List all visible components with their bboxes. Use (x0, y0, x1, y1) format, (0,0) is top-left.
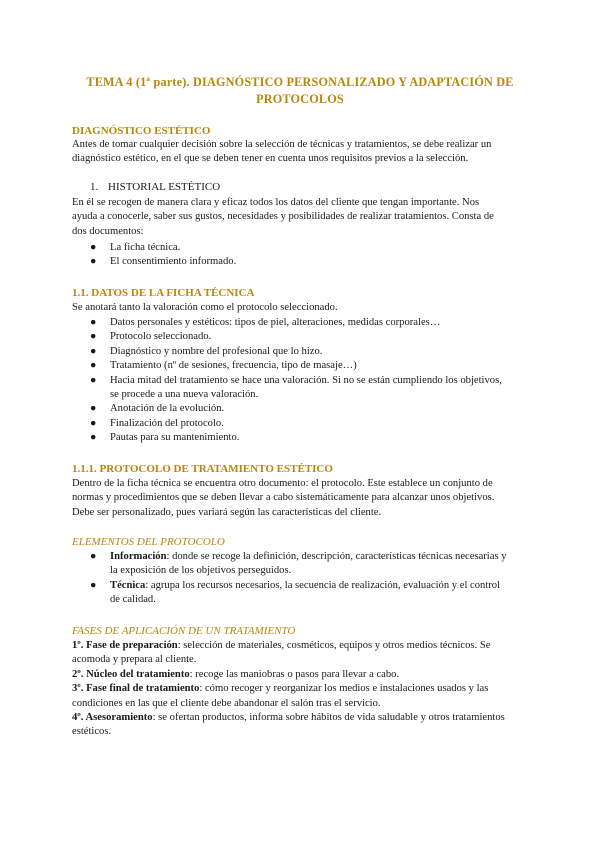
paragraph-line: diagnóstico estético, en el que se deben tener en cuenta unos requisitos previos a la selección. (72, 153, 469, 165)
paragraph-line: 3º. Fase final de tratamiento: cómo recoger y reorganizar los medios e instalaciones usados y las (72, 683, 489, 695)
paragraph-line: 4º. Asesoramiento: se ofertan productos, informa sobre hábitos de vida saludable y otros tratamientos (72, 712, 505, 724)
protocolo-paragraph (72, 477, 530, 520)
list-item: ● Hacia mitad del tratamiento se hace una valoración. Si no se están cumpliendo los objetivos, se procede a una nueva valoración. (90, 374, 502, 401)
elementos-bullet-list (90, 550, 530, 608)
paragraph-line: ayuda a conocerle, saber sus gustos, necesidades y posibilidades de realizar tratamientos. Consta de (72, 211, 494, 223)
paragraph-line: condiciones en las que el cliente debe abandonar el salón tras el servicio. (72, 697, 381, 709)
bullet-icon: ● (90, 317, 97, 328)
historial-bullet-list (90, 241, 530, 270)
bullet-icon: ● (90, 579, 97, 591)
list-item: ● Pautas para su mantenimiento. (90, 431, 530, 445)
subheading-fases: FASES DE APLICACIÓN DE UN TRATAMIENTO (72, 625, 296, 637)
section-heading-ficha: 1.1. DATOS DE LA FICHA TÉCNICA (72, 287, 255, 299)
fases-paragraphs (72, 639, 530, 740)
bullet-icon: ● (90, 242, 97, 253)
bullet-icon: ● (90, 360, 97, 372)
list-item: ● Finalización del protocolo. (90, 417, 530, 431)
list-number: 1. (90, 181, 99, 193)
ficha-intro (72, 301, 530, 315)
bullet-icon: ● (90, 432, 97, 444)
paragraph-line: Se anotará tanto la valoración como el protocolo seleccionado. (72, 302, 338, 313)
bullet-icon: ● (90, 551, 97, 562)
list-item: ● Tratamiento (nº de sesiones, frecuencia, tipo de masaje…) (90, 359, 530, 373)
paragraph-line: En él se recogen de manera clara y eficaz todos los datos del cliente que tengan importante. Nos (72, 197, 480, 208)
page-title (72, 74, 528, 108)
paragraph-line: Debe ser personalizado, pues variará según las características del cliente. (72, 506, 382, 518)
paragraph-line: dos documentos: (72, 225, 144, 237)
list-item: ● Diagnóstico y nombre del profesional que lo hizo. (90, 345, 530, 359)
heading-text: HISTORIAL ESTÉTICO (108, 181, 221, 193)
paragraph-line: Antes de tomar cualquier decisión sobre la selección de técnicas y tratamientos, se debe realizar un (72, 139, 492, 150)
bullet-icon: ● (90, 345, 97, 357)
list-item: ● Protocolo seleccionado. (90, 330, 530, 344)
bullet-icon: ● (90, 331, 97, 343)
paragraph-line: 1º. Fase de preparación: selección de materiales, cosméticos, equipos y otros medios técnicos. Se (72, 640, 491, 651)
title-line-2: PROTOCOLOS (256, 92, 344, 106)
list-item: ● La ficha técnica. (90, 241, 530, 255)
subheading-elementos: ELEMENTOS DEL PROTOCOLO (72, 536, 225, 548)
section-heading-protocolo: 1.1.1. PROTOCOLO DE TRATAMIENTO ESTÉTICO (72, 463, 333, 475)
paragraph-line: 2º. Núcleo del tratamiento: recoge las maniobras o pasos para llevar a cabo. (72, 668, 400, 680)
paragraph-line: estéticos. (72, 726, 112, 738)
ficha-bullet-list (90, 316, 530, 446)
list-item: ● Datos personales y estéticos: tipos de piel, alteraciones, medidas corporales… (90, 316, 530, 330)
bullet-icon: ● (90, 256, 97, 268)
numbered-heading-historial (90, 180, 220, 194)
list-item: ● Técnica: agrupa los recursos necesarios, la secuencia de realización, evaluación y el control de calidad. (90, 579, 501, 606)
paragraph-line: acomoda y prepara al cliente. (72, 654, 197, 666)
list-item: ● Información: donde se recoge la definición, descripción, características técnicas necesarias y la exposición de los objetivos perseguidos. (90, 551, 507, 577)
list-item: ● El consentimiento informado. (90, 255, 530, 269)
title-line-1: TEMA 4 (1ª parte). DIAGNÓSTICO PERSONALIZADO Y ADAPTACIÓN DE (86, 75, 514, 89)
bullet-icon: ● (90, 374, 97, 386)
historial-paragraph (72, 196, 530, 239)
paragraph-line: Dentro de la ficha técnica se encuentra otro documento: el protocolo. Este establece un conjunto de (72, 478, 493, 489)
list-item: ● Anotación de la evolución. (90, 402, 530, 416)
section-heading-diagnostico: DIAGNÓSTICO ESTÉTICO (72, 125, 211, 137)
bullet-icon: ● (90, 403, 97, 415)
paragraph-line: normas y procedimientos que se deben llevar a cabo sistemáticamente para alcanzar unos objetivos. (72, 492, 495, 504)
bullet-icon: ● (90, 417, 97, 429)
diagnostico-paragraph (72, 138, 530, 167)
